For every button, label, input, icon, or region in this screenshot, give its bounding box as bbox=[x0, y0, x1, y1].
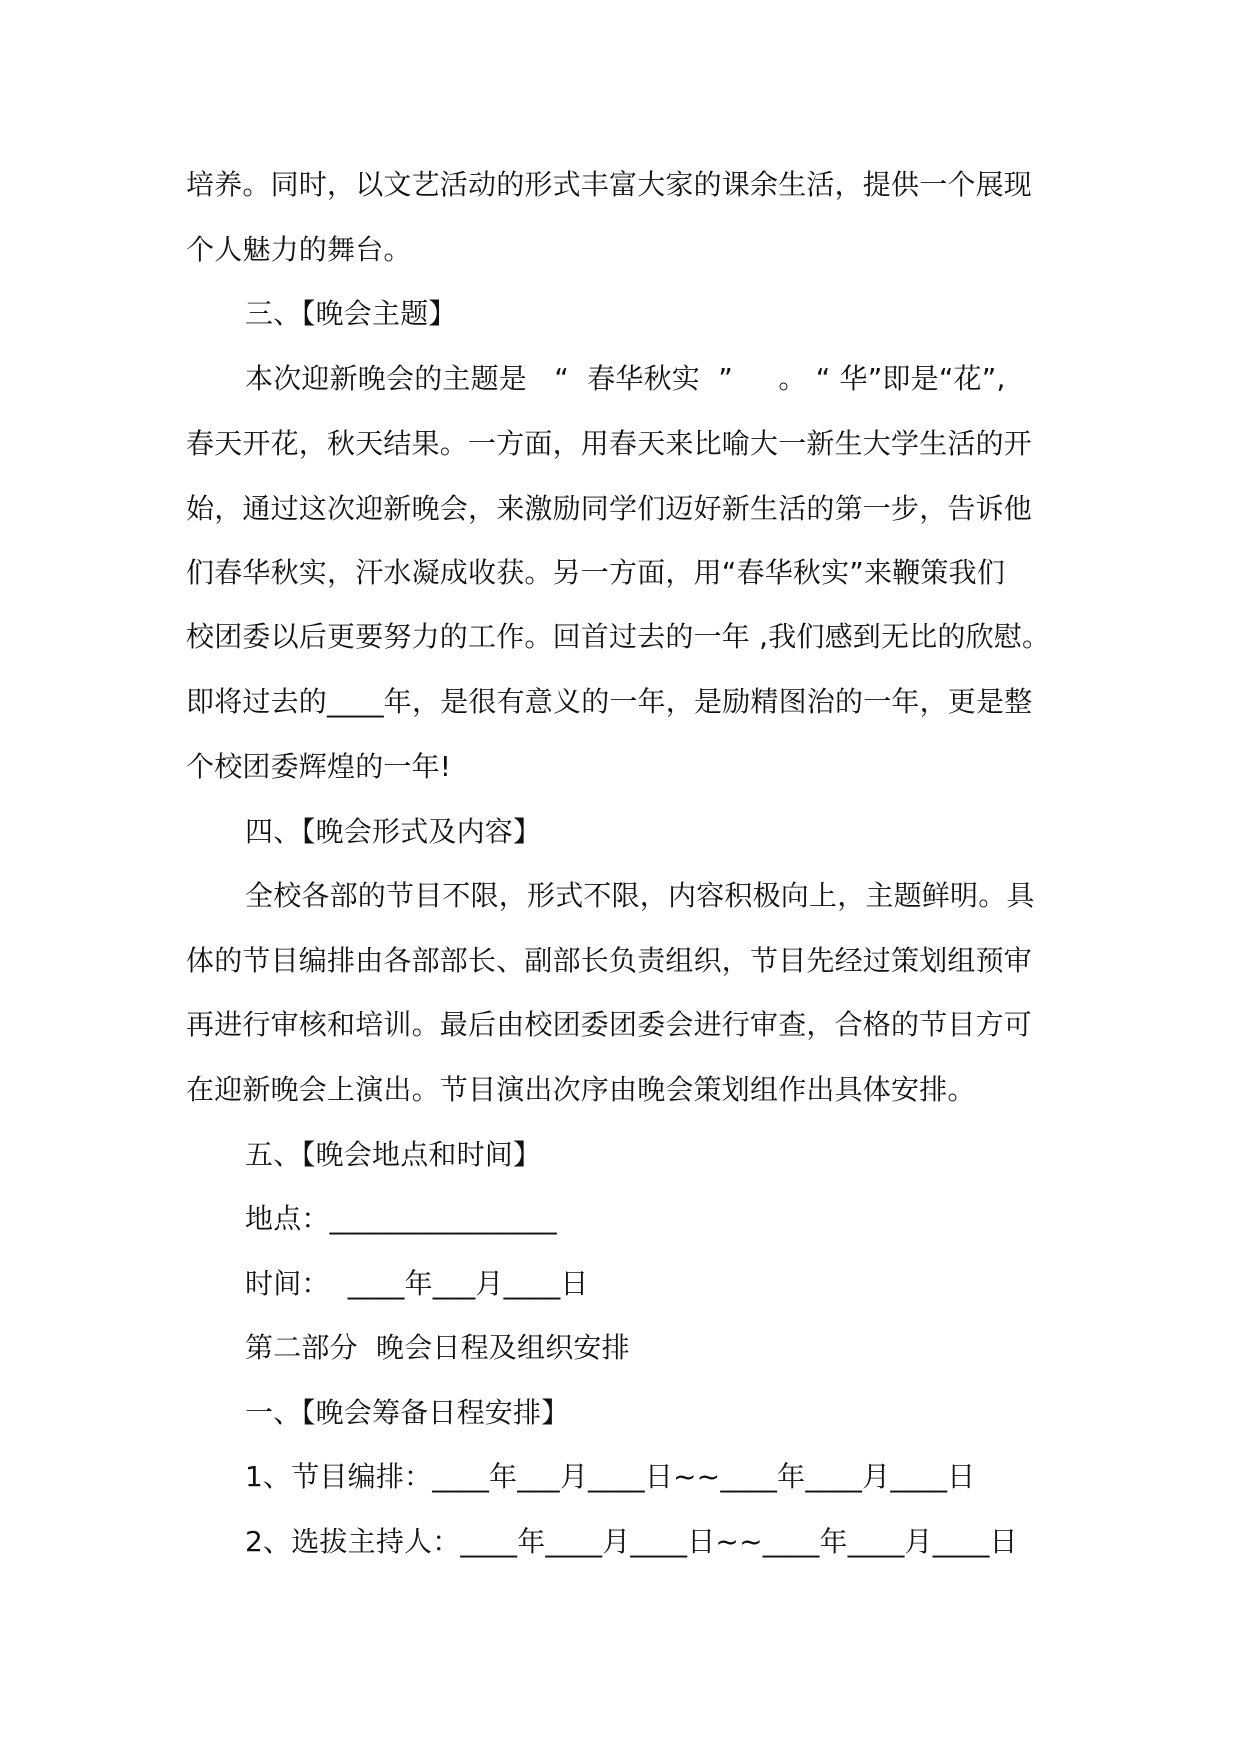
body-line: 全校各部的节目不限，形式不限，内容积极向上，主题鲜明。具 bbox=[245, 879, 1035, 912]
part-heading: 第二部分 晚会日程及组织安排 bbox=[245, 1331, 630, 1364]
section-heading: 五、【晚会地点和时间】 bbox=[245, 1138, 542, 1171]
schedule-item: 1、节目编排：____年___月____日~~____年____月____日 bbox=[245, 1460, 976, 1493]
body-line: 即将过去的____年，是很有意义的一年，是励精图治的一年，更是整 bbox=[186, 685, 1033, 718]
schedule-item: 2、选拔主持人：____年____月____日~~____年____月____日 bbox=[245, 1525, 1018, 1558]
section-heading: 三、【晚会主题】 bbox=[245, 297, 457, 330]
body-line: 始，通过这次迎新晚会，来激励同学们迈好新生活的第一步，告诉他 bbox=[186, 492, 1033, 525]
body-line: 本次迎新晚会的主题是 “ 春华秋实 ” 。 “ 华”即是“花”, bbox=[245, 362, 1006, 395]
body-line: 春天开花，秋天结果。一方面，用春天来比喻大一新生大学生活的开 bbox=[186, 427, 1033, 460]
body-line: 再进行审核和培训。最后由校团委团委会进行审查，合格的节目方可 bbox=[186, 1008, 1033, 1041]
body-line: 个人魅力的舞台。 bbox=[186, 233, 412, 266]
body-line: 们春华秋实，汗水凝成收获。另一方面，用“春华秋实”来鞭策我们 bbox=[186, 556, 1006, 589]
time-field: 时间： ____年___月____日 bbox=[245, 1267, 589, 1300]
section-heading: 四、【晚会形式及内容】 bbox=[245, 815, 542, 848]
body-line: 体的节目编排由各部部长、副部长负责组织，节目先经过策划组预审 bbox=[186, 944, 1033, 977]
body-line: 个校团委辉煌的一年! bbox=[186, 750, 452, 783]
body-line: 校团委以后更要努力的工作。回首过去的一年 ,我们感到无比的欣慰。 bbox=[186, 620, 1051, 653]
location-field: 地点：________________ bbox=[245, 1202, 557, 1235]
section-heading: 一、【晚会筹备日程安排】 bbox=[245, 1396, 570, 1429]
body-line: 培养。同时，以文艺活动的形式丰富大家的课余生活，提供一个展现 bbox=[186, 168, 1033, 201]
body-line: 在迎新晚会上演出。节目演出次序由晚会策划组作出具体安排。 bbox=[186, 1073, 976, 1106]
